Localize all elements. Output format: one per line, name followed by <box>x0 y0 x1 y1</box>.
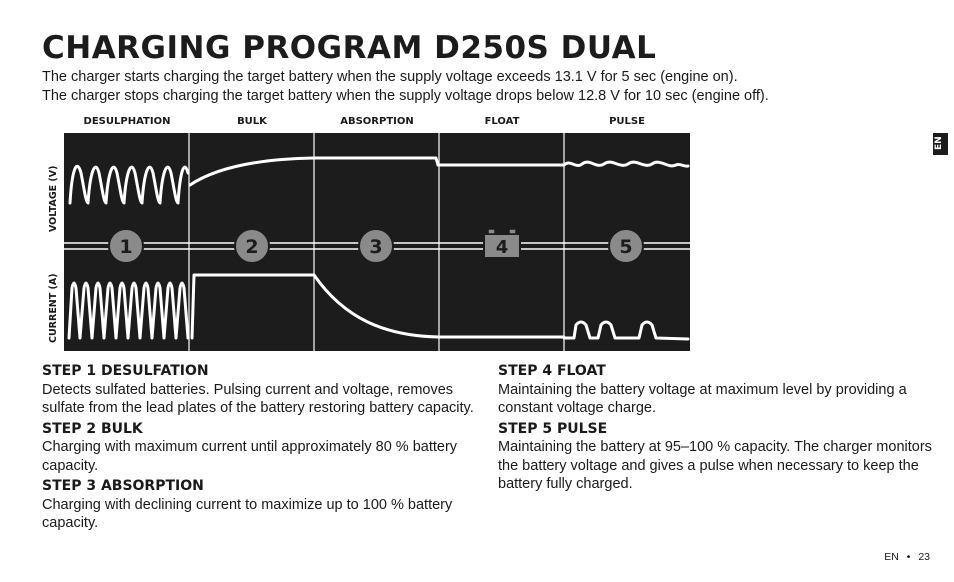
step-2-text: Charging with maximum current until approximately 80 % battery capacity. <box>42 439 458 474</box>
step-3 <box>42 477 478 533</box>
page-title: CHARGING PROGRAM D250S DUAL <box>42 30 657 66</box>
phase-label-absorption: ABSORPTION <box>340 116 414 127</box>
phase-labels <box>64 116 690 132</box>
step-badge-5 <box>609 229 643 263</box>
charging-diagram <box>64 133 690 351</box>
step-3-heading: STEP 3 ABSORPTION <box>42 478 204 494</box>
intro-line-start: The charger starts charging the target battery when the supply voltage exceeds 13.1 V for 5 sec (engine on). <box>42 69 738 85</box>
page-footer <box>884 551 930 563</box>
step-4-text: Maintaining the battery voltage at maximum level by providing a constant voltage charge. <box>498 381 907 416</box>
steps-column-right <box>498 362 938 496</box>
phase-label-desulphation: DESULPHATION <box>83 116 171 127</box>
step-badge-3 <box>359 229 393 263</box>
step-5-text: Maintaining the battery at 95–100 % capacity. The charger monitors the battery voltage and gives a pulse when necessary to keep the battery fully charged. <box>498 439 932 492</box>
steps-column-left <box>42 362 478 535</box>
step-number-5: 5 <box>619 236 633 258</box>
step-5 <box>498 420 938 494</box>
footer-separator: • <box>906 551 911 563</box>
battery-icon <box>484 229 520 258</box>
step-4-heading: STEP 4 FLOAT <box>498 363 606 379</box>
step-2 <box>42 420 478 476</box>
language-tab-label: EN <box>934 136 944 150</box>
phase-label-pulse: PULSE <box>609 116 645 127</box>
page-number: 23 <box>918 551 930 563</box>
current-axis-label: CURRENT (A) <box>48 273 59 343</box>
step-1-heading: STEP 1 DESULFATION <box>42 363 209 379</box>
voltage-axis-label: VOLTAGE (V) <box>48 165 59 232</box>
intro-text <box>42 68 769 106</box>
footer-lang: EN <box>884 551 899 563</box>
step-3-text: Charging with declining current to maximize up to 100 % battery capacity. <box>42 496 453 531</box>
step-1 <box>42 362 478 418</box>
step-2-heading: STEP 2 BULK <box>42 420 143 437</box>
step-4 <box>498 362 938 418</box>
step-5-heading: STEP 5 PULSE <box>498 420 608 437</box>
step-number-1: 1 <box>119 236 133 258</box>
phase-label-bulk: BULK <box>237 116 267 127</box>
phase-label-float: FLOAT <box>484 116 520 127</box>
step-number-4: 4 <box>495 237 509 258</box>
intro-line-stop: The charger stops charging the target battery when the supply voltage drops below 12.8 V for 10 sec (engine off). <box>42 88 769 104</box>
step-badge-1 <box>109 229 143 263</box>
step-1-text: Detects sulfated batteries. Pulsing current and voltage, removes sulfate from the lead plates of the battery restoring battery capacity. <box>42 381 474 416</box>
step-number-3: 3 <box>369 236 383 258</box>
step-badge-2 <box>235 229 269 263</box>
step-number-2: 2 <box>245 236 259 258</box>
language-tab <box>933 133 948 155</box>
